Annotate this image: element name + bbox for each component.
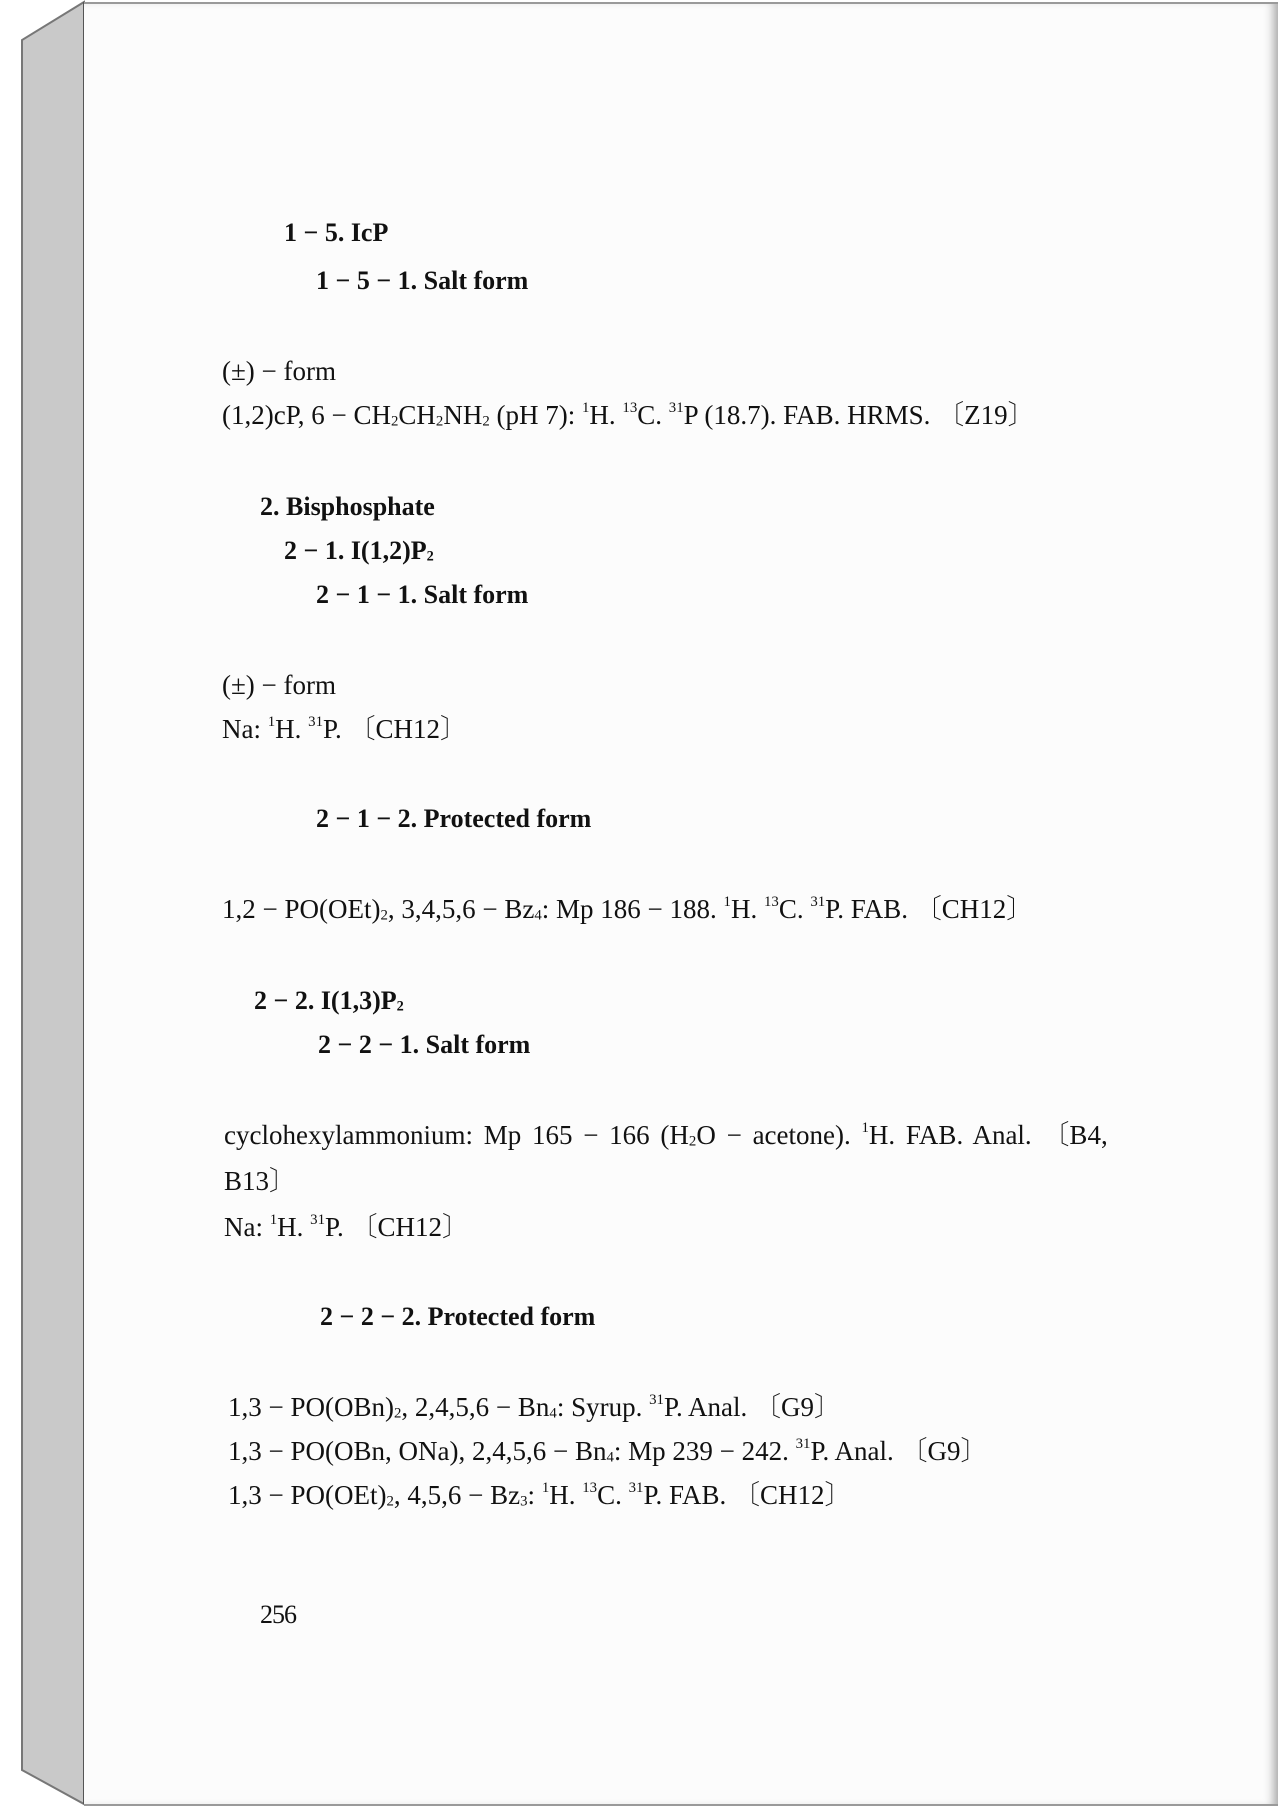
heading-2-2: 2 − 2. $I(1,3)P_2$ (254, 986, 404, 1015)
entry-4-line-1: cyclohexylammonium: Mp 165 − 166 ($H_2O$ − acetone). $^1$H. FAB. Anal. 〔B4, (224, 1120, 1108, 1150)
entry-2: Na: $^1$H. $^{31}$P. 〔CH12〕 (222, 714, 468, 744)
heading-2-1-2: 2 − 1 − 2. Protected form (316, 804, 592, 833)
entry-8: $1,3 - PO(OEt)_2$, $4,5,6 - Bz_3$: $^1$H. $^{13}$C. $^{31}$P. FAB. 〔CH12〕 (228, 1480, 852, 1510)
heading-2-2-2: 2 − 2 − 2. Protected form (320, 1302, 596, 1331)
heading-2-1: 2 − 1. $I(1,2)P_2$ (284, 536, 434, 565)
book-page (84, 2, 1278, 1806)
entry-4-line-2: B13〕 (224, 1166, 297, 1196)
form-label-1: (±) − form (222, 356, 337, 386)
entry-7: 1,3 − PO(OBn, ONa), $2,4,5,6 - Bn_4$: Mp 239 − 242. $^{31}$P. Anal. 〔G9〕 (228, 1436, 988, 1466)
heading-1-5-1: 1 − 5 − 1. Salt form (316, 266, 529, 295)
entry-5: Na: $^1$H. $^{31}$P. 〔CH12〕 (224, 1212, 470, 1242)
entry-6: $1,3 - PO(OBn)_2$, $2,4,5,6 - Bn_4$: Syrup. $^{31}$P. Anal. 〔G9〕 (228, 1392, 841, 1422)
entry-3: $1,2 - PO(OEt)_2$, $3,4,5,6 - Bz_4$: Mp 186 − 188. $^1$H. $^{13}$C. $^{31}$P. FAB. 〔CH12〕 (222, 894, 1034, 924)
form-label-2: (±) − form (222, 670, 337, 700)
entry-1: (1,2)cP, $6 - CH_2CH_2NH_2$ (pH 7): $^1$H. $^{13}$C. $^{31}$P (18.7). FAB. HRMS. 〔Z19〕 (222, 400, 1035, 430)
heading-2-2-1: 2 − 2 − 1. Salt form (318, 1030, 531, 1059)
heading-1-5: 1 − 5. IcP (284, 218, 389, 247)
book-spine (0, 0, 86, 1806)
heading-2-1-1: 2 − 1 − 1. Salt form (316, 580, 529, 609)
page-number: 256 (260, 1600, 296, 1629)
heading-2: 2. Bisphosphate (260, 492, 435, 521)
